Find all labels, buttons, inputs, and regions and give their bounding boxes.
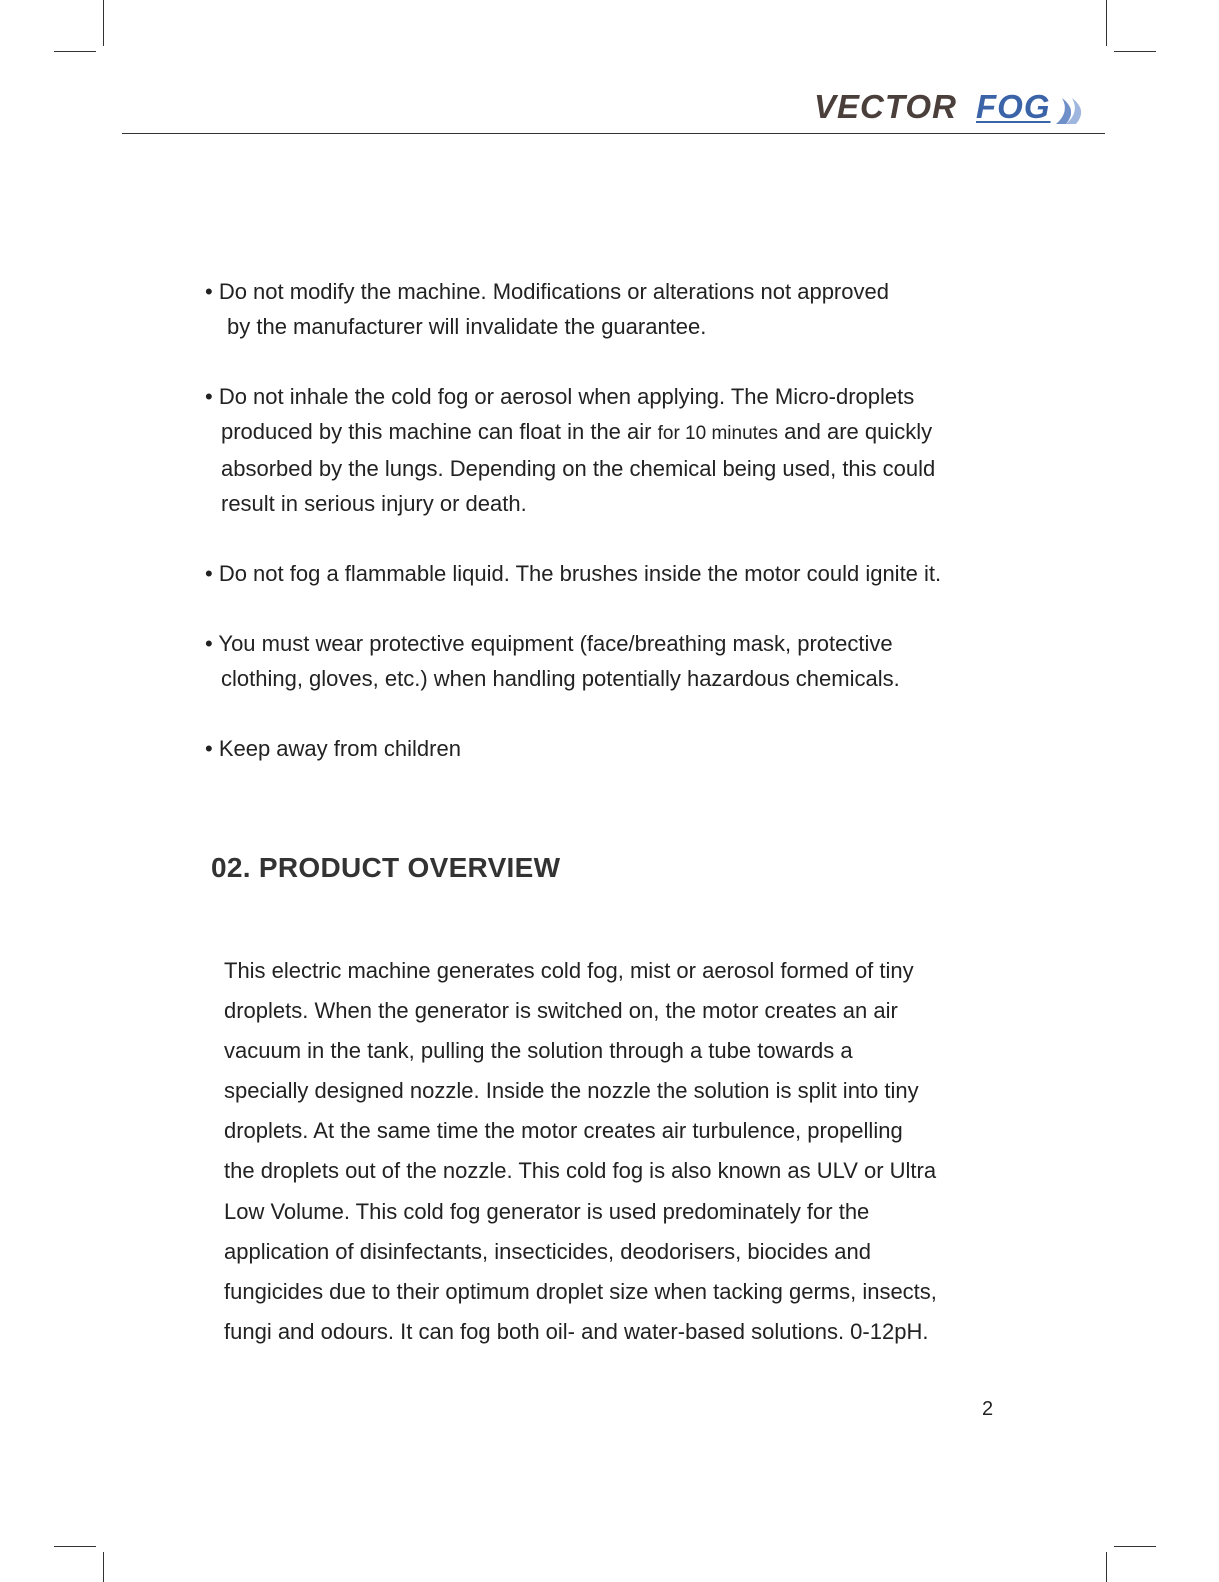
crop-mark-bottom-left-v — [103, 1552, 104, 1582]
bullet-text: result in serious injury or death. — [221, 491, 527, 516]
crop-mark-top-left-h — [54, 51, 96, 52]
bullet-text: clothing, gloves, etc.) when handling potentially hazardous chemicals. — [221, 666, 900, 691]
bullet-text: and are quickly — [784, 419, 933, 444]
brand-logo — [812, 84, 1102, 130]
bullet-text: • Do not modify the machine. Modifications or alterations not approved — [205, 279, 889, 304]
paragraph-line: This electric machine generates cold fog, mist or aerosol formed of tiny — [224, 958, 914, 983]
paragraph-line: the droplets out of the nozzle. This cold fog is also known as ULV or Ultra — [224, 1158, 937, 1184]
list-item — [205, 379, 1035, 521]
bullet-text-small: for 10 minutes — [657, 423, 779, 444]
bullet-text: absorbed by the lungs. Depending on the chemical being used, this could — [221, 456, 936, 481]
logo-word-vector: VECTOR — [814, 88, 957, 125]
list-item — [205, 274, 1035, 344]
overview-paragraph — [224, 951, 1024, 1352]
logo-swoosh-icon — [1052, 96, 1092, 126]
crop-mark-bottom-right-v — [1106, 1552, 1107, 1582]
paragraph-line: fungi and odours. It can fog both oil- and water-based solutions. 0-12pH. — [224, 1318, 929, 1344]
logo-word-fog: FOG — [976, 88, 1051, 125]
crop-mark-top-right-v — [1106, 0, 1107, 46]
list-item — [205, 556, 1035, 591]
crop-mark-bottom-left-h — [54, 1546, 96, 1547]
bullet-text: • Do not inhale the cold fog or aerosol when applying. The Micro-droplets — [205, 384, 915, 409]
bullet-text-line — [205, 414, 1035, 451]
bullet-text: by the manufacturer will invalidate the guarantee. — [227, 314, 707, 339]
paragraph-line: Low Volume. This cold fog generator is used predominately for the — [224, 1198, 870, 1224]
paragraph-line: specially designed nozzle. Inside the nozzle the solution is split into tiny — [224, 1078, 919, 1104]
paragraph-line: fungicides due to their optimum droplet size when tacking germs, insects, — [224, 1278, 937, 1304]
list-item — [205, 731, 1035, 766]
section-title: 02. PRODUCT OVERVIEW — [211, 852, 561, 883]
crop-mark-top-left-v — [103, 0, 104, 46]
bullet-text: • Keep away from children — [205, 736, 461, 761]
bullet-text: • You must wear protective equipment (face/breathing mask, protective — [205, 631, 893, 656]
bullet-text: produced by this machine can float in the air — [221, 419, 652, 444]
paragraph-line: application of disinfectants, insecticides, deodorisers, biocides and — [224, 1238, 871, 1264]
list-item — [205, 626, 1035, 696]
paragraph-line: droplets. At the same time the motor creates air turbulence, propelling — [224, 1118, 903, 1144]
crop-mark-bottom-right-h — [1114, 1546, 1156, 1547]
page-number: 2 — [982, 1398, 994, 1420]
paragraph-line: vacuum in the tank, pulling the solution through a tube towards a — [224, 1038, 853, 1064]
safety-list — [205, 274, 1035, 801]
bullet-text: • Do not fog a flammable liquid. The brushes inside the motor could ignite it. — [205, 561, 942, 586]
paragraph-line: droplets. When the generator is switched on, the motor creates an air — [224, 998, 898, 1024]
header-rule — [122, 133, 1105, 134]
crop-mark-top-right-h — [1114, 51, 1156, 52]
